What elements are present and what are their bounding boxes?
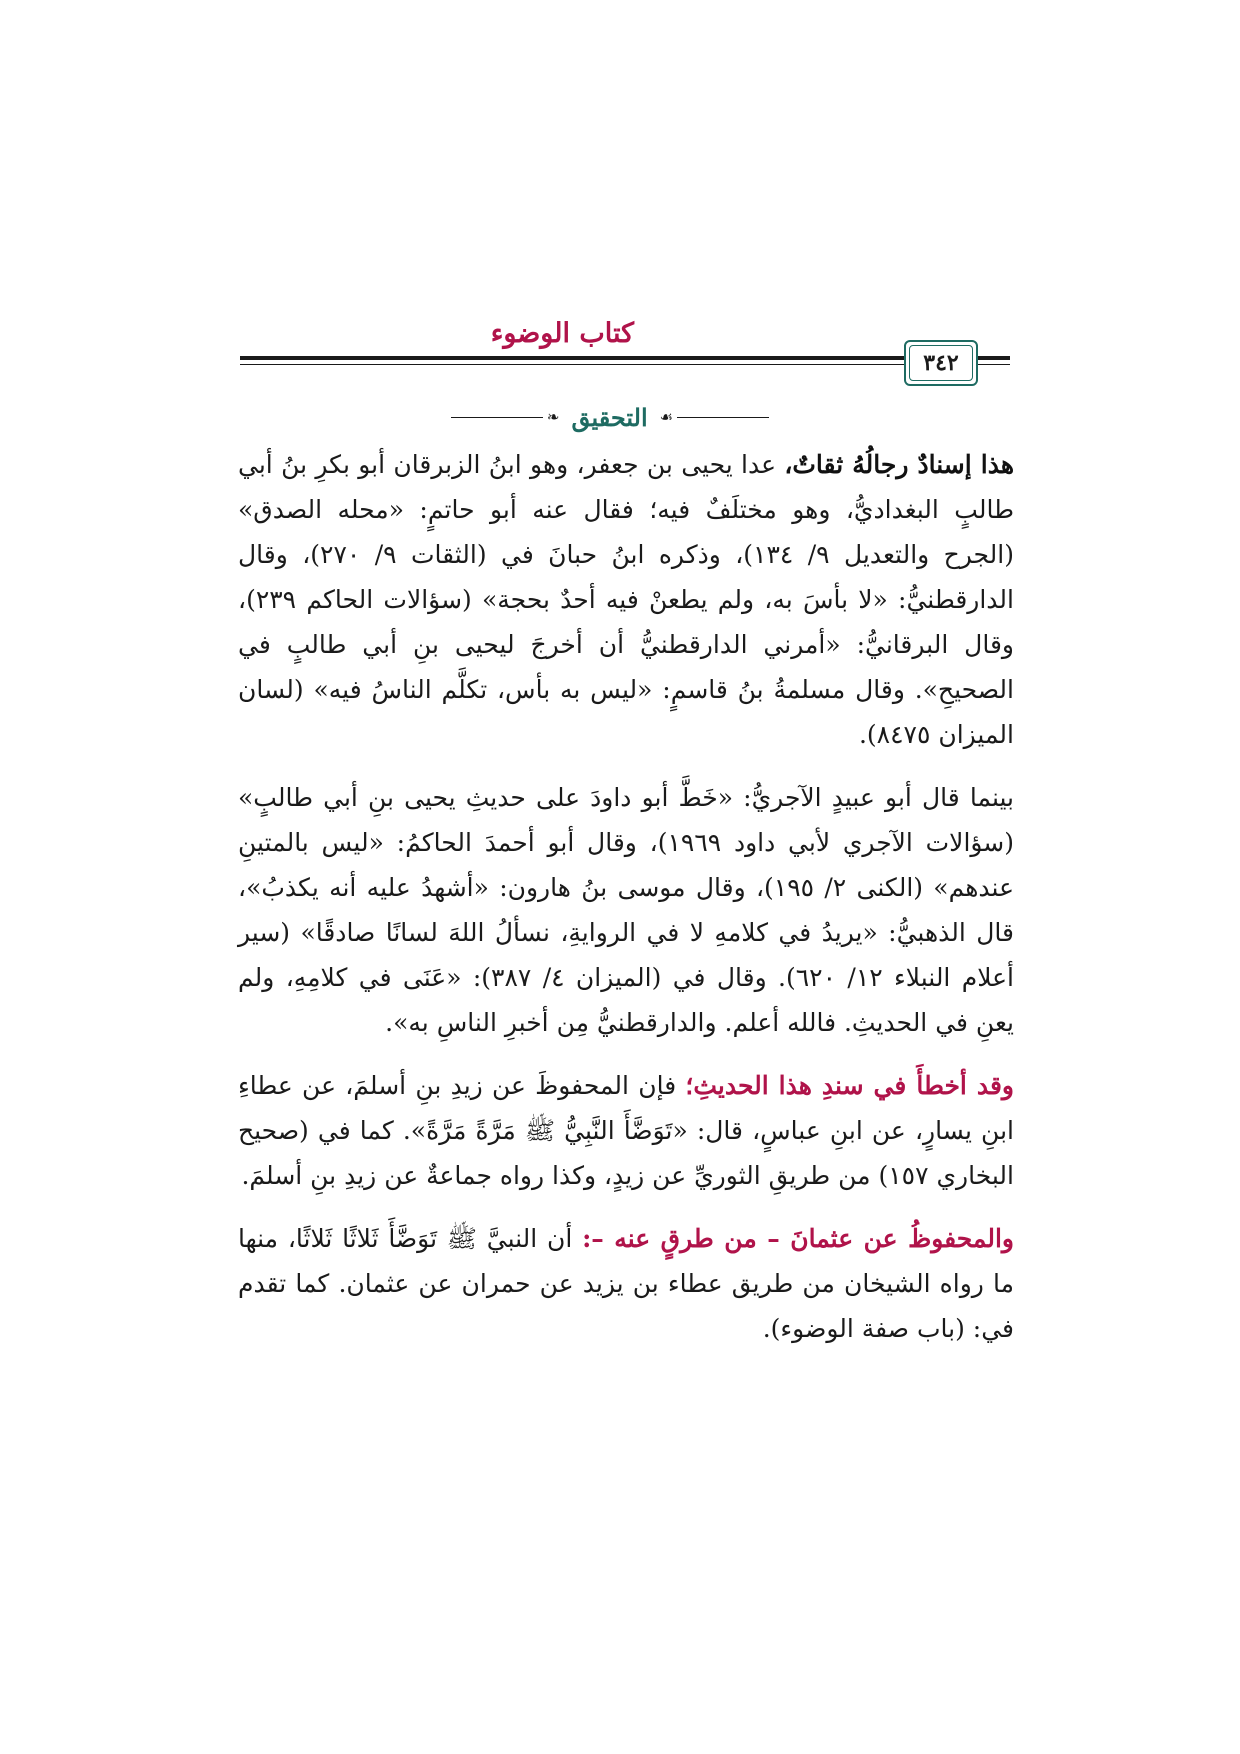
ornament-right-icon: ☙ xyxy=(659,408,674,426)
running-header xyxy=(240,318,1010,390)
paragraph-text: بينما قال أبو عبيدٍ الآجريُّ: «خَطَّ أبو داودَ على حديثِ يحيى بنِ أبي طالبٍ» (سؤالات الآجري لأبي داود ١٩٦٩)، وقال أبو أحمدَ الحاكمُ: «ليس بالمتينِ عندهم» (الكنى ٢/ ١٩٥)، وقال موسى بنُ هارون: «أشهدُ عليه أنه يكذبُ»، قال الذهبيُّ: «يريدُ في كلامهِ لا في الروايةِ، نسألُ اللهَ لسانًا صادقًا» (سير أعلام النبلاء ١٢/ ٦٢٠). وقال في (الميزان ٤/ ٣٨٧): «عَنَى في كلامِهِ، ولم يعنِ في الحديثِ. فالله أعلم. والدارقطنيُّ مِن أخبرِ الناسِ به». xyxy=(238,783,1015,1037)
ornament-left-icon: ❧ xyxy=(546,408,560,426)
paragraph xyxy=(238,1063,1014,1198)
header-rule-thick xyxy=(240,356,1010,360)
section-divider xyxy=(420,402,800,432)
page-number-frame xyxy=(904,340,978,386)
header-rule-thin xyxy=(240,364,1010,365)
book-title: كتاب الوضوء xyxy=(490,318,634,349)
page-number: ٣٤٢ xyxy=(909,345,973,381)
paragraph-text: فإن المحفوظَ عن زيدِ بنِ أسلمَ، عن عطاءِ ابنِ يسارٍ، عن ابنِ عباسٍ، قال: «تَوَضَّأَ النَّبِيُّ ﷺ مَرَّةً مَرَّةً». كما في (صحيح البخاري ١٥٧) من طريقِ الثوريِّ عن زيدٍ، وكذا رواه جماعةٌ عن زيدِ بنِ أسلمَ. xyxy=(238,1071,1014,1190)
paragraph-lead: هذا إسنادٌ رجالُهُ ثقاتٌ، xyxy=(784,450,1015,479)
divider-line-right xyxy=(677,417,769,418)
divider-line-left xyxy=(451,417,543,418)
paragraph-lead: والمحفوظُ عن عثمانَ – من طرقٍ عنه –: xyxy=(582,1224,1015,1253)
paragraph xyxy=(238,442,1014,757)
paragraph xyxy=(238,1216,1014,1351)
paragraph xyxy=(238,775,1014,1045)
paragraph-text: أن النبيَّ ﷺ تَوَضَّأَ ثَلاثًا ثَلاثًا، منها ما رواه الشيخان من طريق عطاء بن يزيد عن حمران عن عثمان. كما تقدم في: (باب صفة الوضوء). xyxy=(238,1224,1014,1343)
paragraph-text: عدا يحيى بن جعفر، وهو ابنُ الزبرقان أبو بكرِ بنُ أبي طالبٍ البغداديُّ، وهو مختلَفٌ فيه؛ فقال عنه أبو حاتمٍ: «محله الصدق» (الجرح والتعديل ٩/ ١٣٤)، وذكره ابنُ حبانَ في (الثقات ٩/ ٢٧٠)، وقال الدارقطنيُّ: «لا بأسَ به، ولم يطعنْ فيه أحدٌ بحجة» (سؤالات الحاكم ٢٣٩)، وقال البرقانيُّ: «أمرني الدارقطنيُّ أن أخرجَ ليحيى بنِ أبي طالبٍ في الصحيحِ». وقال مسلمةُ بنُ قاسمٍ: «ليس به بأس، تكلَّم الناسُ فيه» (لسان الميزان ٨٤٧٥). xyxy=(238,450,1014,749)
paragraph-lead: وقد أخطأَ في سندِ هذا الحديثِ؛ xyxy=(685,1071,1014,1100)
section-title: التحقيق xyxy=(571,402,648,432)
body-text xyxy=(238,442,1014,1351)
